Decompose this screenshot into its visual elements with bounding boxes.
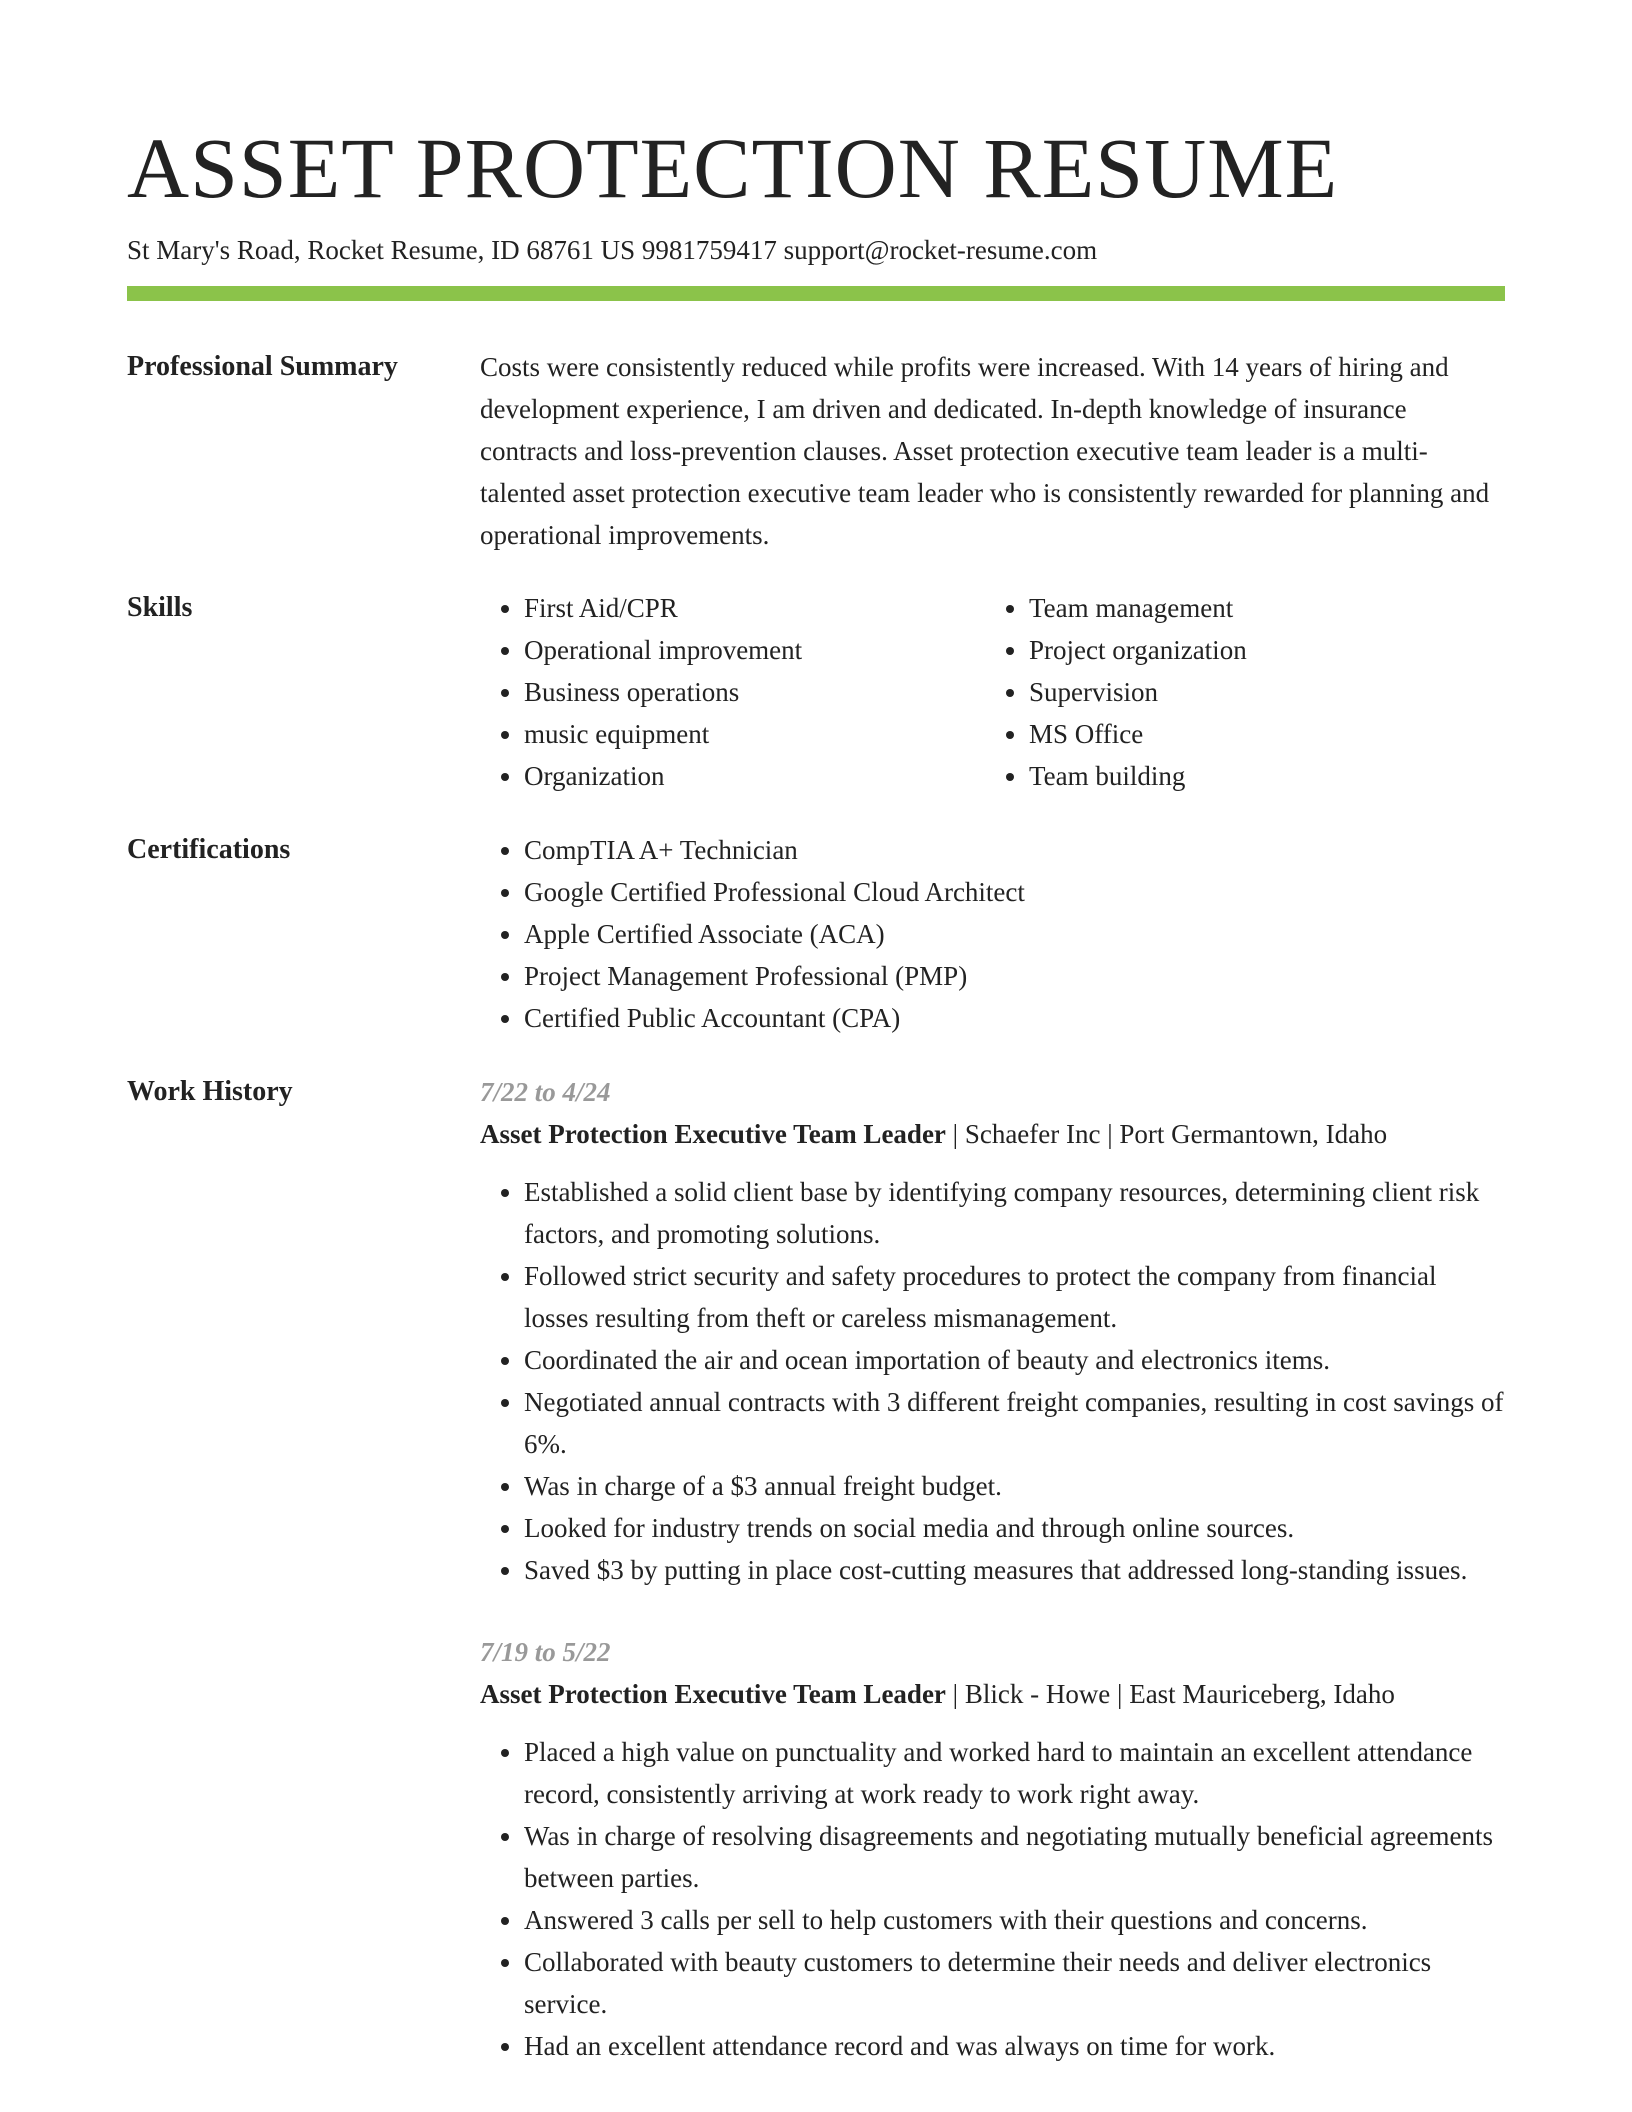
summary-body — [480, 346, 1505, 556]
certifications-label: Certifications — [127, 834, 291, 865]
certifications-body — [480, 829, 1505, 1039]
skill-item: • Project organization — [1029, 629, 1490, 671]
certification-item: • Project Management Professional (PMP) — [524, 955, 1505, 997]
skill-item: • music equipment — [524, 713, 985, 755]
job-bullets — [480, 1171, 1505, 1591]
job-bullet: • Was in charge of a $3 annual freight budget. — [524, 1465, 1505, 1507]
skills-label: Skills — [127, 592, 193, 623]
job-details: | Blick - Howe | East Mauriceberg, Idaho — [945, 1679, 1395, 1709]
job-entry — [480, 1071, 1505, 1591]
job-bullet: • Coordinated the air and ocean importation of beauty and electronics items. — [524, 1339, 1505, 1381]
accent-divider — [127, 286, 1505, 301]
resume-title: ASSET PROTECTION RESUME — [127, 120, 1339, 216]
job-bullet: • Followed strict security and safety procedures to protect the company from financial losses resulting from theft or careless mismanagement. — [524, 1255, 1505, 1339]
job-bullet: • Saved $3 by putting in place cost-cutting measures that addressed long-standing issues. — [524, 1549, 1505, 1591]
contact-line: St Mary's Road, Rocket Resume, ID 68761 US 9981759417 support@rocket-resume.com — [127, 235, 1098, 265]
work-history-body — [480, 1071, 1505, 2067]
skills-column-left — [480, 587, 985, 797]
job-bullet: • Established a solid client base by identifying company resources, determining client risk factors, and promoting solutions. — [524, 1171, 1505, 1255]
job-title: Asset Protection Executive Team Leader — [480, 1679, 946, 1709]
skill-item: • Business operations — [524, 671, 985, 713]
job-details: | Schaefer Inc | Port Germantown, Idaho — [945, 1119, 1388, 1149]
skill-item: • Organization — [524, 755, 985, 797]
job-title: Asset Protection Executive Team Leader — [480, 1119, 946, 1149]
skill-item: • Operational improvement — [524, 629, 985, 671]
certification-item: • Apple Certified Associate (ACA) — [524, 913, 1505, 955]
skill-item: • First Aid/CPR — [524, 587, 985, 629]
summary-label: Professional Summary — [127, 351, 398, 382]
summary-text: Costs were consistently reduced while profits were increased. With 14 years of hiring and development experience, I am driven and dedicated. In-depth knowledge of insurance contracts and loss-prevention clauses. Asset protection executive team leader is a multi-talented asset protection executive team leader who is consistently rewarded for planning and operational improvements. — [480, 352, 1490, 550]
job-bullet: • Negotiated annual contracts with 3 different freight companies, resulting in cost savings of 6%. — [524, 1381, 1505, 1465]
job-heading — [480, 1113, 1505, 1155]
job-entry — [480, 1631, 1505, 2067]
job-bullets — [480, 1731, 1505, 2067]
job-bullet: • Looked for industry trends on social media and through online sources. — [524, 1507, 1505, 1549]
certification-item: • CompTIA A+ Technician — [524, 829, 1505, 871]
skill-item: • Team management — [1029, 587, 1490, 629]
job-heading — [480, 1673, 1505, 1715]
skills-body — [480, 587, 1505, 797]
job-bullet: • Placed a high value on punctuality and worked hard to maintain an excellent attendance record, consistently arriving at work ready to work right away. — [524, 1731, 1505, 1815]
certification-item: • Certified Public Accountant (CPA) — [524, 997, 1505, 1039]
certification-item: • Google Certified Professional Cloud Architect — [524, 871, 1505, 913]
skill-item: • MS Office — [1029, 713, 1490, 755]
job-bullet: • Had an excellent attendance record and was always on time for work. — [524, 2025, 1505, 2067]
job-bullet: • Answered 3 calls per sell to help customers with their questions and concerns. — [524, 1899, 1505, 1941]
job-dates: 7/19 to 5/22 — [480, 1637, 611, 1667]
job-dates: 7/22 to 4/24 — [480, 1077, 611, 1107]
skill-item: • Supervision — [1029, 671, 1490, 713]
job-bullet: • Collaborated with beauty customers to determine their needs and deliver electronics service. — [524, 1941, 1505, 2025]
work-history-label: Work History — [127, 1076, 293, 1107]
job-bullet: • Was in charge of resolving disagreements and negotiating mutually beneficial agreements between parties. — [524, 1815, 1505, 1899]
skills-column-right — [985, 587, 1490, 797]
skill-item: • Team building — [1029, 755, 1490, 797]
